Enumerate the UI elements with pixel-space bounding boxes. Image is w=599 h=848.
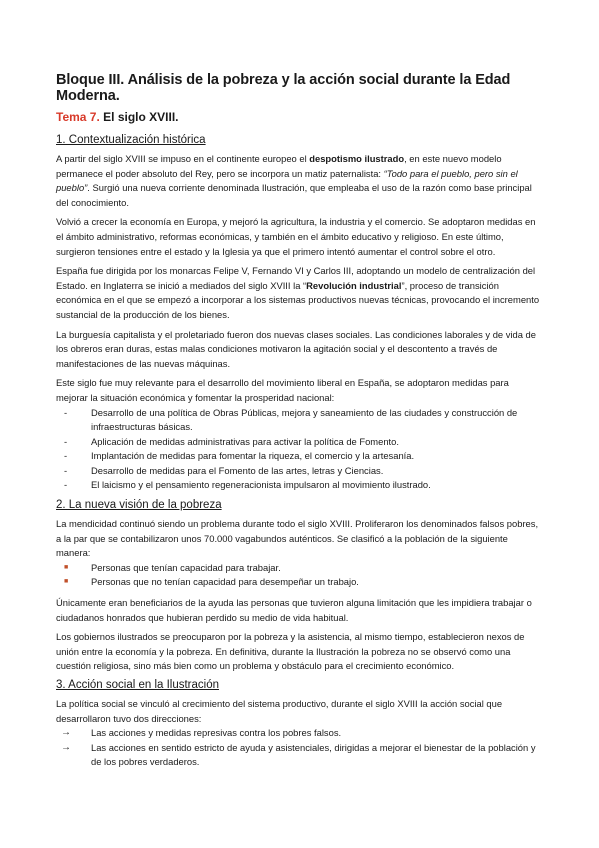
paragraph: España fue dirigida por los monarcas Felipe V, Fernando VI y Carlos III, adoptando un modelo de centralización del Estado. en Inglaterra se inició a mediados del siglo XVIII la “Revolución industrial”, proceso de transición económica en el que se empezó a incorporar a los sistemas productivos nuevas técnicas, provocando el incremento sustancial de la producción de los bienes. bbox=[56, 265, 540, 320]
topic-label: Tema 7. bbox=[56, 110, 100, 124]
list-item: - Implantación de medidas para fomentar la riqueza, el comercio y la artesanía. bbox=[64, 450, 415, 462]
directions-list bbox=[56, 726, 543, 770]
paragraph: La política social se vinculó al crecimiento del sistema productivo, durante el siglo XVIII la acción social que desarrollaron tuvo dos direcciones: bbox=[56, 698, 503, 724]
paragraph: Este siglo fue muy relevante para el desarrollo del movimiento liberal en España, se adoptaron medidas para mejorar la situación económica y fomentar la prosperidad nacional: bbox=[56, 377, 509, 403]
topic-heading bbox=[56, 110, 543, 124]
list-item: → Las acciones en sentido estricto de ayuda y asistenciales, dirigidas a mejorar el bienestar de la población y de los pobres verdaderos. bbox=[61, 741, 536, 768]
paragraph: Los gobiernos ilustrados se preocuparon por la pobreza y la asistencia, al mismo tiempo, establecieron nexos de unión entre la economía y la pobreza. En definitiva, durante la Ilustración la pobreza no se observó como una cuestión religiosa, sino más bien como un problema y obstáculo para el crecimiento económico. bbox=[56, 631, 525, 672]
arrow-right-icon: → bbox=[61, 727, 71, 739]
list-item: - El laicismo y el pensamiento regeneracionista impulsaron al movimiento ilustrado. bbox=[64, 479, 431, 491]
paragraph: Volvió a crecer la economía en Europa, y mejoró la agricultura, la industria y el comercio. Se adoptaron medidas en el ámbito administrativo, reformas económicas, y también en el ámbito educativo y religioso. En este último, surgieron tensiones entre el estado y la Iglesia ya que el primero intentó aumentar el control sobre el otro. bbox=[56, 216, 536, 257]
list-item: ■ Personas que tenían capacidad para trabajar. bbox=[56, 561, 543, 576]
section-heading-1: 1. Contextualización histórica bbox=[56, 134, 206, 146]
square-bullet-icon: ■ bbox=[64, 578, 69, 586]
paragraph: Únicamente eran beneficiarios de la ayuda las personas que tuvieron alguna limitación que les impidiera trabajar o ciudadanos honrados que hubieran perdido su medio de vida habitual. bbox=[56, 597, 532, 623]
list-item: → Las acciones y medidas represivas contra los pobres falsos. bbox=[56, 726, 543, 741]
list-item: ■ Personas que no tenían capacidad para desempeñar un trabajo. bbox=[56, 575, 543, 590]
paragraph: La burguesía capitalista y el proletariado fueron dos nuevas clases sociales. Las condiciones laborales y de vida de los obreros eran duras, estas malas condiciones motivaron la agitación social y el descontento a través de manifestaciones de las nuevas máquinas. bbox=[56, 328, 536, 369]
document-title: Bloque III. Análisis de la pobreza y la acción social durante la Edad Moderna. bbox=[56, 72, 511, 104]
square-bullet-icon: ■ bbox=[64, 563, 69, 571]
topic-title: El siglo XVIII. bbox=[103, 110, 179, 124]
list-item: - Desarrollo de medidas para el Fomento de las artes, letras y Ciencias. bbox=[64, 464, 384, 476]
list-item: - Desarrollo de una política de Obras Públicas, mejora y saneamiento de las ciudades y construcción de infraestructuras básicas. bbox=[64, 406, 518, 433]
arrow-right-icon: → bbox=[61, 741, 71, 753]
population-list bbox=[56, 561, 543, 590]
list-item: - Aplicación de medidas administrativas para activar la política de Fomento. bbox=[64, 435, 399, 447]
paragraph: A partir del siglo XVIII se impuso en el continente europeo el despotismo ilustrado, en este nuevo modelo permanece el poder absoluto del Rey, pero se incorpora un matiz paternalista: “Todo para el pueblo, pero sin el pueblo”. Surgió una nueva corriente denominada Ilustración, que empleaba el uso de la razón como base principal del conocimiento. bbox=[56, 153, 532, 208]
section-heading-2: 2. La nueva visión de la pobreza bbox=[56, 499, 222, 512]
section-heading-3: 3. Acción social en la Ilustración bbox=[56, 679, 220, 691]
paragraph: La mendicidad continuó siendo un problema durante todo el siglo XVIII. Proliferaron los denominados falsos pobres, a la par que se contabilizaron unos 70.000 vagabundos auténticos. Se clasificó a la población de la siguiente manera: bbox=[56, 518, 539, 559]
measures-list bbox=[56, 406, 543, 494]
